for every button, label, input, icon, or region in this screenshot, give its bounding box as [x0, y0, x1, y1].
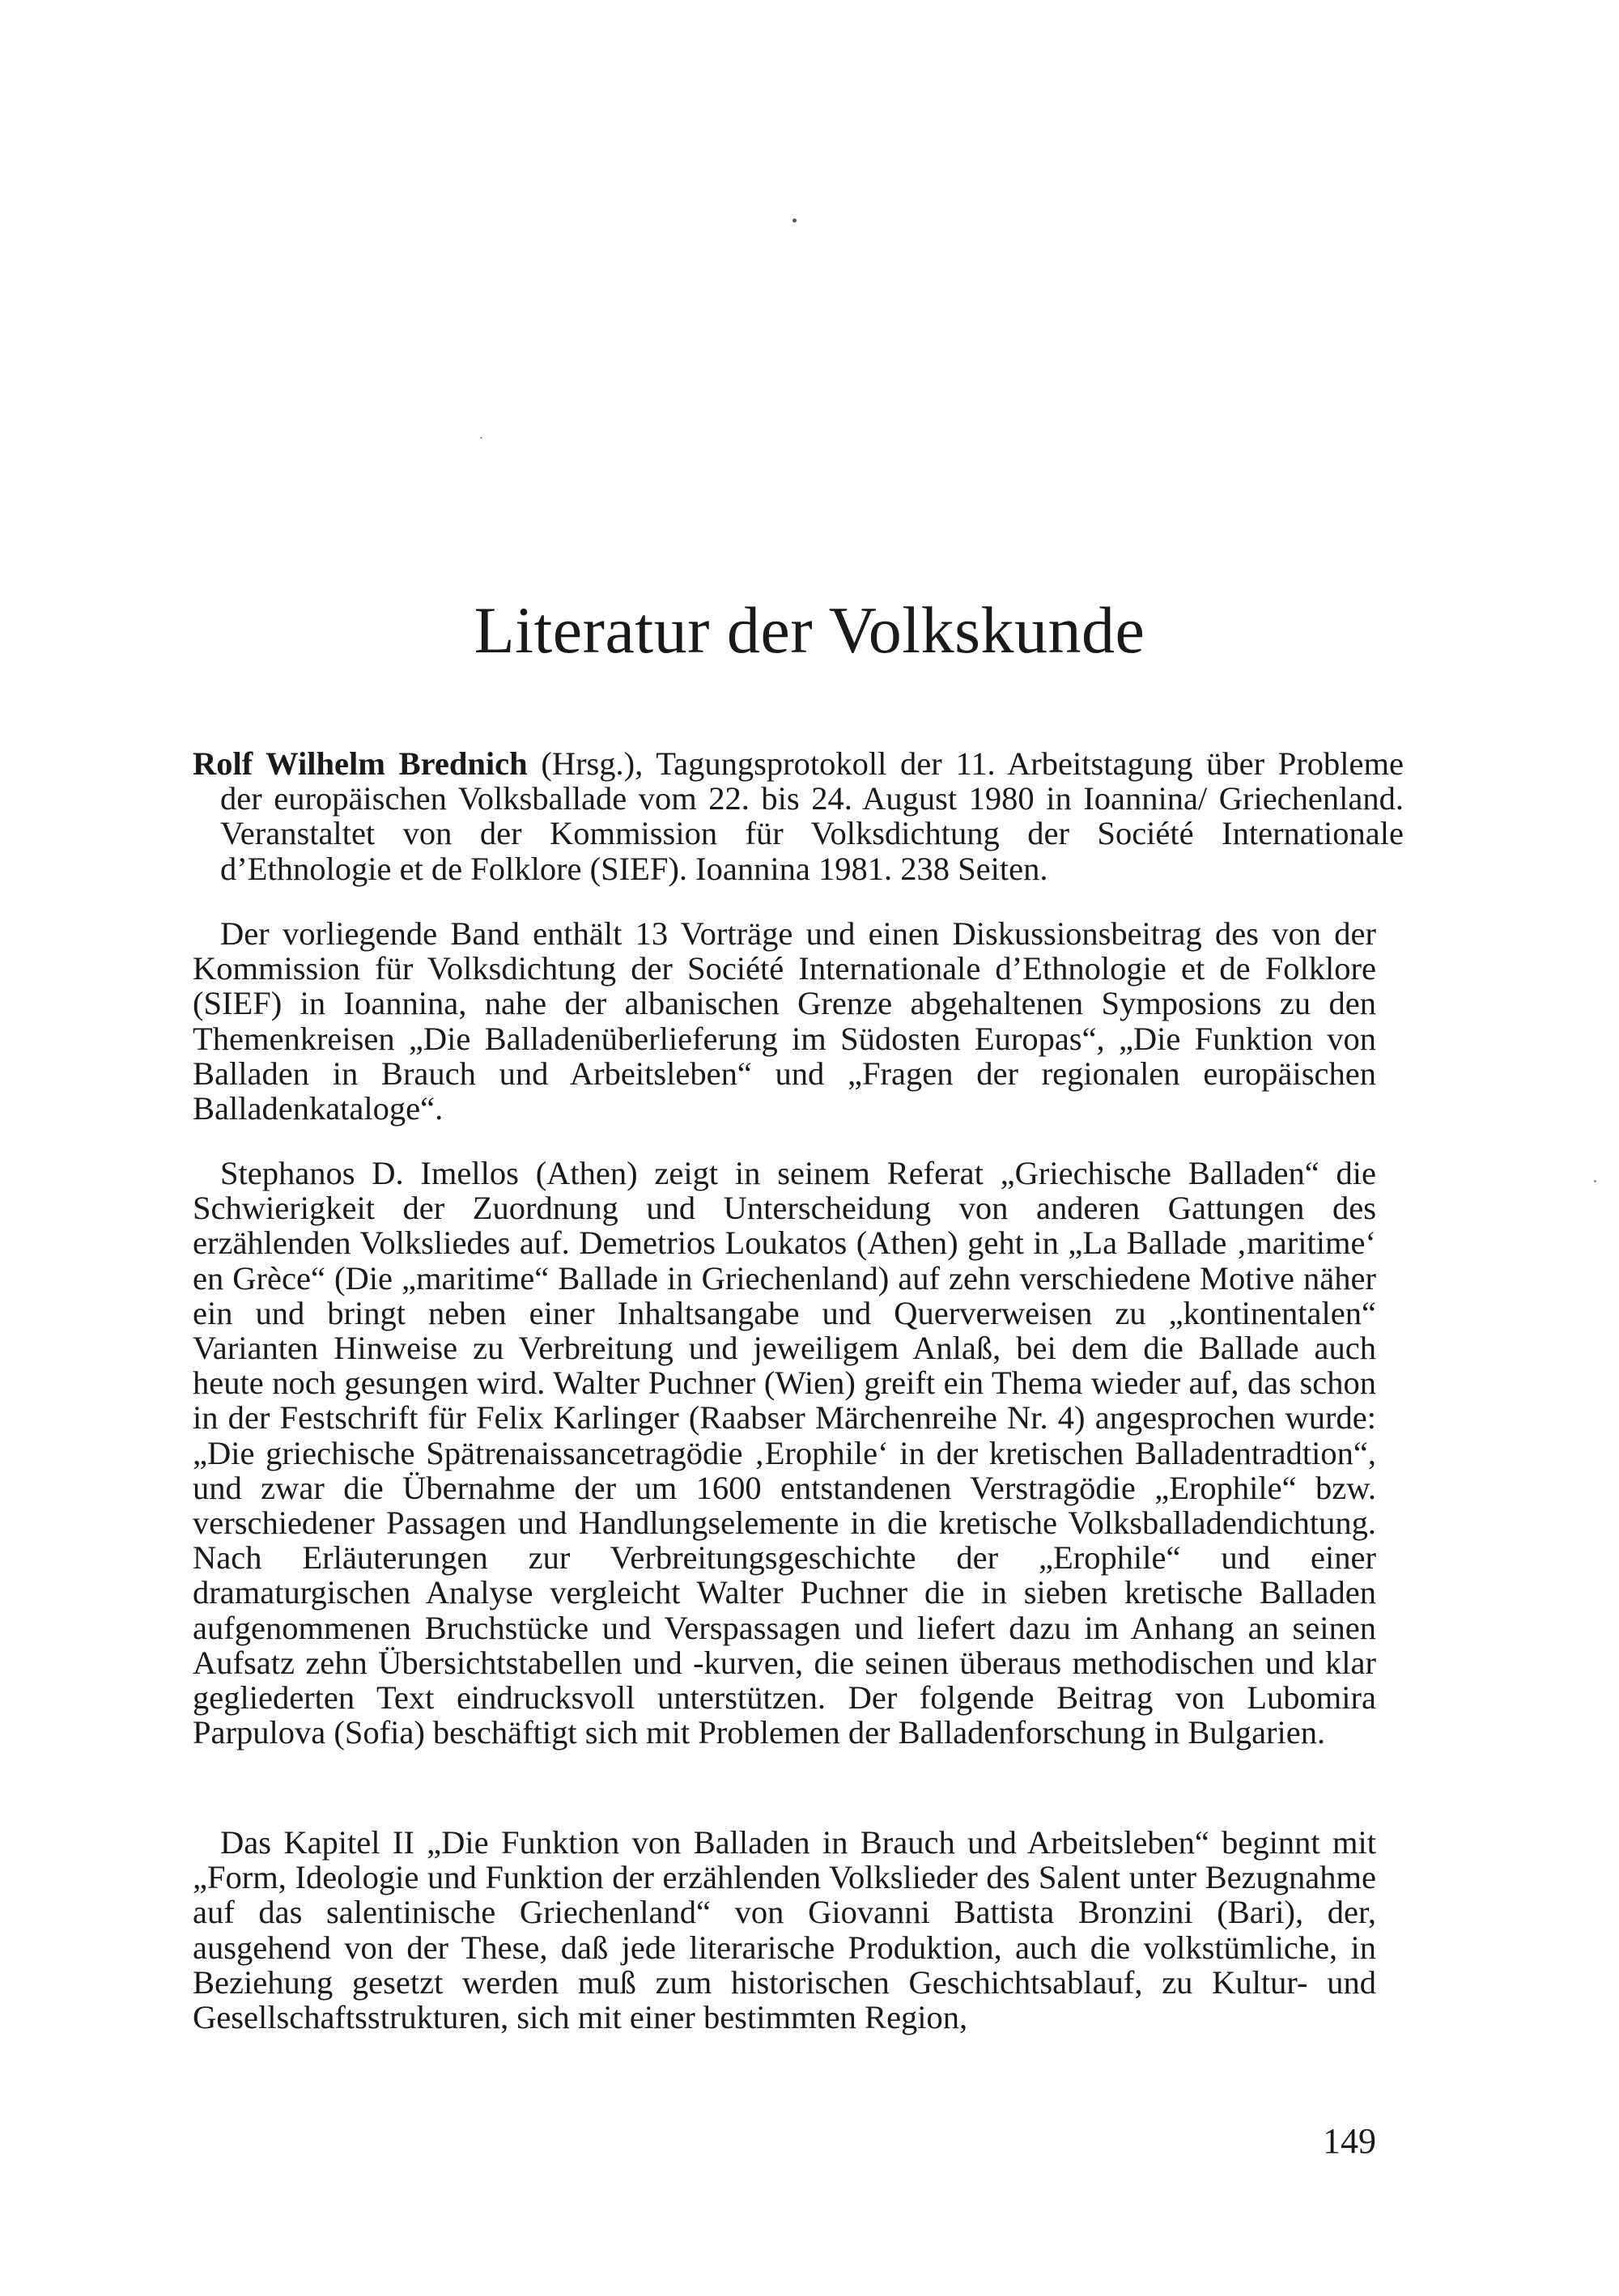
section-title: Literatur der Volkskunde [474, 593, 1145, 667]
scan-speck [793, 219, 797, 223]
author-name: Rolf Wilhelm Brednich [193, 745, 528, 782]
review-paragraph: Das Kapitel II „Die Funktion von Balladen in Brauch und Arbeitsleben“ beginnt mit „Form, Ideologie und Funktion der erzählenden Volkslieder des Salent unter Bezugnahme auf das salentinische Griechenland“ von Giovanni Battista Bronzini (Bari), der, ausgehend von der These, daß jede literarische Produktion, auch die volkstümliche, in Beziehung gesetzt werden muß zum historischen Geschichtsablauf, zu Kultur- und Gesellschaftsstrukturen, sich mit einer bestimmten Region, [193, 1824, 1376, 2036]
review-paragraph: Stephanos D. Imellos (Athen) zeigt in seinem Referat „Griechische Balladen“ die Schwierigkeit der Zuordnung und Unterscheidung von anderen Gattungen des erzählenden Volksliedes auf. Demetrios Loukatos (Athen) geht in „La Ballade ‚maritime‘ en Grèce“ (Die „maritime“ Ballade in Griechenland) auf zehn verschiedene Motive näher ein und bringt neben einer Inhaltsangabe und Querverweisen zu „kontinentalen“ Varianten Hinweise zu Verbreitung und jeweiligem Anlaß, bei dem die Ballade auch heute noch gesungen wird. Walter Puchner (Wien) greift ein Thema wieder auf, das schon in der Festschrift für Felix Karlinger (Raabser Märchenreihe Nr. 4) angesprochen wurde: „Die griechische Spätrenaissancetragödie ‚Erophile‘ in der kretischen Balladentradtion“, und zwar die Übernahme der um 1600 entstandenen Verstragödie „Erophile“ bzw. verschiedener Passagen und Handlungselemente in die kretische Volksballadendichtung. Nach Erläuterungen zur Verbreitungsgeschichte der „Erophile“ und einer dramaturgischen Analyse vergleicht Walter Puchner die in sieben kretische Balladen aufgenommenen Bruchstücke und Verspassagen und liefert dazu im Anhang an seinen Aufsatz zehn Übersichtstabellen und -kurven, die seinen überaus methodischen und klar gegliederten Text eindrucksvoll unterstützen. Der folgende Beitrag von Lubomira Parpulova (Sofia) beschäftigt sich mit Problemen der Balladenforschung in Bulgarien. [193, 1155, 1376, 1751]
scan-speck [1594, 1180, 1596, 1182]
scan-speck [480, 437, 482, 439]
citation-text: (Hrsg.), Tagungsprotokoll der 11. Arbeitstagung über Probleme der europäischen Volksballade vom 22. bis 24. August 1980 in Ioannina/ Griechenland. Veranstaltet von der Kommission für Volksdichtung der Société Internationale d’Ethnologie et de Folklore (SIEF). Ioannina 1981. 238 Seiten. [220, 745, 1404, 887]
review-paragraph: Der vorliegende Band enthält 13 Vorträge und einen Diskussionsbeitrag des von der Kommission für Volksdichtung der Société Internationale d’Ethnologie et de Folklore (SIEF) in Ioannina, nahe der albanischen Grenze abgehaltenen Symposions zu den Themenkreisen „Die Balladenüberlieferung im Südosten Europas“, „Die Funktion von Balladen in Brauch und Arbeitsleben“ und „Fragen der regionalen europäischen Balladenkataloge“. [193, 915, 1376, 1127]
bibliographic-entry [193, 746, 1404, 886]
page-number: 149 [1323, 2121, 1376, 2161]
